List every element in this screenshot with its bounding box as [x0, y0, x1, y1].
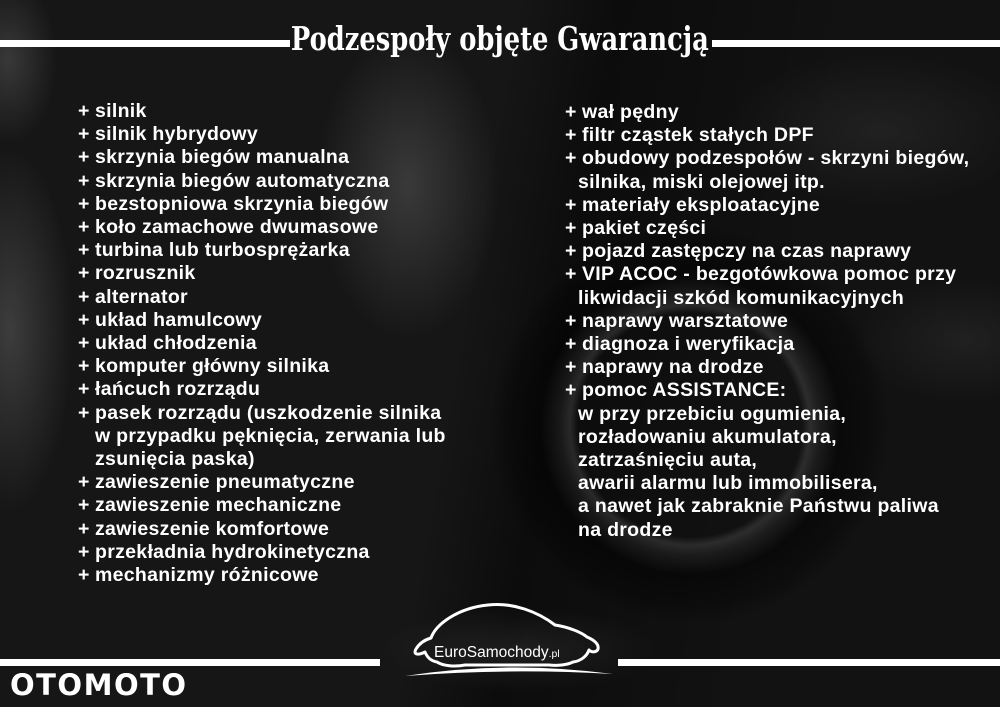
- plus-bullet: +: [565, 263, 577, 286]
- item-line: [565, 310, 1000, 333]
- list-item: [78, 518, 508, 541]
- item-line: [78, 541, 508, 564]
- list-item: [78, 239, 508, 262]
- item-text: VIP ACOC - bezgotówkowa pomoc przy: [582, 263, 957, 286]
- list-item: [78, 541, 508, 564]
- item-line: [78, 355, 508, 378]
- item-text: układ chłodzenia: [95, 332, 257, 355]
- item-text: układ hamulcowy: [95, 308, 263, 331]
- item-line: [78, 170, 508, 193]
- item-text: silnik: [95, 100, 147, 122]
- item-line: [78, 471, 508, 494]
- plus-bullet: +: [78, 262, 90, 285]
- item-text: łańcuch rozrządu: [95, 378, 261, 401]
- plus-bullet: +: [565, 217, 577, 240]
- item-continuation: likwidacji szkód komunikacyjnych: [578, 286, 905, 309]
- plus-bullet: +: [78, 494, 90, 517]
- item-line: [78, 216, 508, 239]
- item-text: pasek rozrządu (uszkodzenie silnika: [95, 401, 442, 424]
- warranty-list-left: [78, 100, 508, 587]
- list-item: [565, 240, 1000, 263]
- item-line: [78, 332, 508, 355]
- list-item: [78, 286, 508, 309]
- item-text: materiały eksploatacyjne: [582, 193, 821, 216]
- item-continuation: zsunięcia paska): [95, 448, 255, 471]
- item-text: naprawy na drodze: [582, 356, 764, 379]
- list-item: [78, 564, 508, 587]
- item-line: [78, 239, 508, 262]
- plus-bullet: +: [78, 308, 90, 331]
- page-title-text: Podzespoły objęte Gwarancją: [291, 19, 709, 58]
- item-continuation: zatrzaśnięciu auta,: [578, 449, 758, 472]
- item-line: [565, 101, 1000, 124]
- item-continuation: rozładowaniu akumulatora,: [578, 425, 837, 448]
- item-text: skrzynia biegów manualna: [95, 146, 350, 169]
- item-line: [78, 518, 508, 541]
- plus-bullet: +: [78, 517, 90, 540]
- bottom-rule-left: [0, 659, 380, 666]
- list-item: [78, 216, 508, 239]
- item-text: wał pędny: [582, 101, 679, 123]
- plus-bullet: +: [565, 101, 577, 123]
- list-item: [78, 123, 508, 146]
- item-line: [565, 333, 1000, 356]
- item-line: [78, 262, 508, 285]
- item-text: koło zamachowe dwumasowe: [95, 216, 379, 239]
- item-line: [565, 263, 1000, 286]
- item-line: [565, 217, 1000, 240]
- item-text: pakiet części: [582, 217, 707, 240]
- item-text: pojazd zastępczy na czas naprawy: [582, 240, 912, 263]
- plus-bullet: +: [78, 564, 90, 587]
- item-text: skrzynia biegów automatyczna: [95, 169, 390, 192]
- item-text: alternator: [95, 285, 188, 308]
- top-rule-right: [712, 40, 1000, 47]
- item-line: [78, 193, 508, 216]
- item-continuation: a nawet jak zabraknie Państwu paliwa: [578, 495, 939, 518]
- item-line: [565, 124, 1000, 147]
- item-text: naprawy warsztatowe: [582, 309, 789, 332]
- list-item: [78, 494, 508, 517]
- item-line: [78, 286, 508, 309]
- item-text: komputer główny silnika: [95, 355, 330, 378]
- item-text: przekładnia hydrokinetyczna: [95, 540, 370, 563]
- logo-ground-swoosh: [405, 667, 613, 676]
- plus-bullet: +: [565, 240, 577, 263]
- item-line: [565, 379, 1000, 402]
- item-text: filtr cząstek stałych DPF: [582, 124, 814, 147]
- item-line: [78, 100, 508, 123]
- item-text: diagnoza i weryfikacja: [582, 333, 795, 356]
- plus-bullet: +: [78, 169, 90, 192]
- item-continuation: w przypadku pęknięcia, zerwania lub: [95, 424, 446, 447]
- plus-bullet: +: [565, 379, 577, 402]
- list-item: [565, 147, 1000, 193]
- item-text: pomoc ASSISTANCE:: [582, 379, 787, 402]
- item-continuation: awarii alarmu lub immobilisera,: [578, 472, 878, 495]
- item-text: zawieszenie komfortowe: [95, 517, 330, 540]
- list-item: [565, 217, 1000, 240]
- item-continuation: w przy przebiciu ogumienia,: [578, 402, 847, 425]
- item-line: [78, 494, 508, 517]
- item-line: [565, 194, 1000, 217]
- item-line: [565, 240, 1000, 263]
- plus-bullet: +: [78, 192, 90, 215]
- list-item: [565, 263, 1000, 309]
- list-item: [78, 100, 508, 123]
- plus-bullet: +: [78, 540, 90, 563]
- item-line: [565, 356, 1000, 379]
- plus-bullet: +: [565, 309, 577, 332]
- plus-bullet: +: [565, 193, 577, 216]
- warranty-list-right: [565, 101, 1000, 542]
- plus-bullet: +: [78, 401, 90, 424]
- list-item: [78, 309, 508, 332]
- list-item: [78, 355, 508, 378]
- list-item: [565, 356, 1000, 379]
- plus-bullet: +: [78, 285, 90, 308]
- plus-bullet: +: [565, 356, 577, 379]
- item-line: [78, 123, 508, 146]
- item-text: obudowy podzespołów - skrzyni biegów,: [582, 147, 970, 170]
- item-text: bezstopniowa skrzynia biegów: [95, 192, 389, 215]
- plus-bullet: +: [78, 471, 90, 494]
- list-item: [78, 471, 508, 494]
- plus-bullet: +: [78, 355, 90, 378]
- list-item: [565, 194, 1000, 217]
- plus-bullet: +: [78, 100, 90, 122]
- list-item: [78, 378, 508, 401]
- list-item: [78, 146, 508, 169]
- item-text: turbina lub turbosprężarka: [95, 239, 350, 262]
- plus-bullet: +: [78, 239, 90, 262]
- item-text: zawieszenie pneumatyczne: [95, 471, 355, 494]
- list-item: [565, 124, 1000, 147]
- list-item: [565, 101, 1000, 124]
- plus-bullet: +: [565, 147, 577, 170]
- list-item: [78, 193, 508, 216]
- plus-bullet: +: [565, 333, 577, 356]
- list-item: [78, 332, 508, 355]
- plus-bullet: +: [78, 146, 90, 169]
- list-item: [565, 333, 1000, 356]
- bottom-rule-right: [618, 659, 1000, 666]
- item-line: [78, 402, 508, 425]
- list-item: [78, 170, 508, 193]
- plus-bullet: +: [565, 124, 577, 147]
- plus-bullet: +: [78, 216, 90, 239]
- item-continuation: silnika, miski olejowej itp.: [578, 170, 825, 193]
- eurosamochody-logo: [403, 594, 617, 682]
- item-text: silnik hybrydowy: [95, 123, 259, 146]
- item-line: [78, 378, 508, 401]
- item-line: [78, 146, 508, 169]
- item-continuation: na drodze: [578, 518, 673, 541]
- item-text: zawieszenie mechaniczne: [95, 494, 342, 517]
- item-text: mechanizmy różnicowe: [95, 564, 319, 587]
- item-line: [78, 564, 508, 587]
- otomoto-watermark: OTOMOTO: [10, 668, 188, 702]
- plus-bullet: +: [78, 378, 90, 401]
- list-item: [565, 379, 1000, 541]
- logo-brand-text: EuroSamochody.pl: [434, 644, 560, 661]
- list-item: [565, 310, 1000, 333]
- plus-bullet: +: [78, 332, 90, 355]
- list-item: [78, 262, 508, 285]
- list-item: [78, 402, 508, 472]
- item-line: [565, 147, 1000, 170]
- plus-bullet: +: [78, 123, 90, 146]
- item-line: [78, 309, 508, 332]
- item-text: rozrusznik: [95, 262, 196, 285]
